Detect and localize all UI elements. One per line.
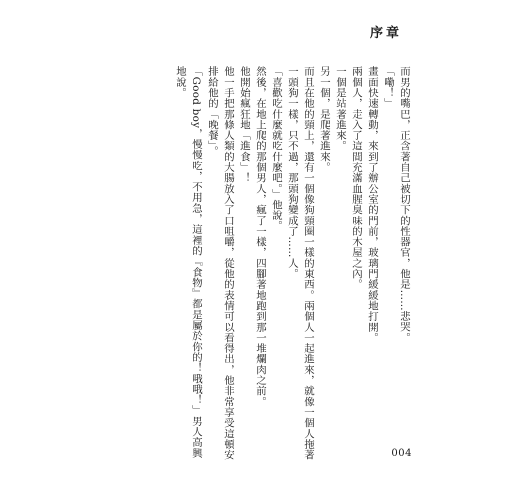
paragraph: 而男的嘴巴，正含著自己被切下的性器官，他是……悲哭。 [398,66,410,343]
paragraph: 兩個人，走入了這間充滿血腥臭味的木屋之內。 [350,66,362,290]
paragraph: 「喜歡吃什麼就吃什麼吧。」他說。 [270,66,282,232]
vertical-text-body [112,66,412,462]
paragraph: 「嘞！」 [382,66,394,109]
paragraph: 他開始瘋狂地「進食」！ [238,66,250,184]
paragraph: 另一個，是爬著進來。 [318,66,330,173]
paragraph: 而且在他的頸上，還有一個像狗頸圈一樣的東西。兩個人一起進來，就像一個人拖著一頭狗一樣，只不過，那頭狗變成了……人。 [286,66,314,461]
paragraph: 「Good boy，慢慢吃，不用急，這裡的『食物』都是屬於你的！哦哦！」男人高興地說。 [174,66,202,459]
page-number: 004 [391,448,412,459]
paragraph: 他一手把那條人類的大腸放入了口咀嚼，從他的表情可以看得出，他非常享受這頓安排給他的「晚餐」。 [206,66,234,461]
paragraph: 然後，在地上爬的那個男人，瘋了一樣，四腳著地跑到那一堆爛肉之前。 [254,66,266,407]
chapter-title: 序章 [369,26,402,41]
paragraph: 畫面快速轉動，來到了辦公室的門前，玻璃門緩緩地打開。 [366,66,378,343]
paragraph: 一個是站著進來。 [334,66,346,152]
